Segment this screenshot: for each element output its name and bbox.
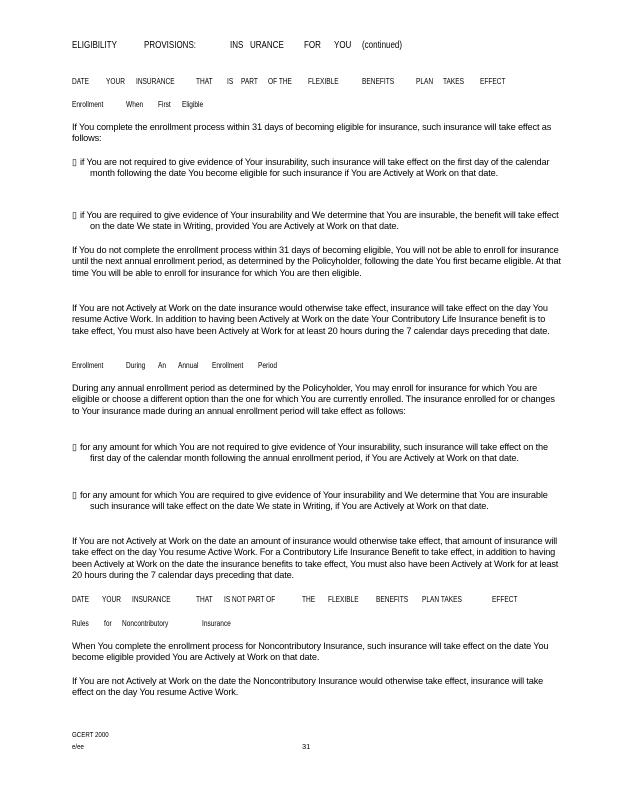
footer-code: GCERT 2000 (72, 730, 109, 739)
bullet-icon: ▯ (72, 490, 77, 500)
title-word: YOU (334, 40, 352, 51)
heading-word: IS NOT PART OF (224, 595, 276, 604)
subheading-word: An (158, 361, 167, 370)
heading-word: BENEFITS (376, 595, 409, 604)
paragraph: If You complete the enrollment process within 31 days of becoming eligible for insurance, such insurance will take effect as follows: (72, 122, 552, 144)
subheading-word: Noncontributory (122, 619, 169, 628)
paragraph: If You are not Actively at Work on the date insurance would otherwise take effect, insurance will take effect on the day You resume Active Work. In addition to having been Actively at Work on the date Your Contributory Life Insurance benefit is to take effect, You must also have been Actively at Work for at least 20 hours during the 7 calendar days preceding that date. (72, 303, 550, 336)
heading-word: DATE (72, 77, 90, 86)
paragraph: If You are not Actively at Work on the date the Noncontributory Insurance would otherwise take effect, insurance will take effect on the day You resume Active Work. (72, 676, 544, 698)
heading-word: EFFECT (480, 77, 506, 86)
bullet-item: ▯ if You are required to give evidence of Your insurability and We determine that You are insurable, the benefit will take effect on the date We state in Writing, provided You are Actively at Work on that date. (72, 210, 559, 232)
heading-word: PART (241, 77, 258, 86)
title-word: URANCE (250, 40, 284, 51)
heading-word: PLAN (416, 77, 434, 86)
footer-sub: e/ee (72, 742, 84, 751)
paragraph: If You do not complete the enrollment process within 31 days of becoming eligible, You will not be able to enroll for insurance until the next annual enrollment period, as determined by the Policyholder, following the date You first became eligible. At that time You will be able to enroll for insurance for which You are then eligible. (72, 245, 561, 278)
bullet-icon: ▯ (72, 210, 77, 220)
heading-word: FLEXIBLE (308, 77, 339, 86)
subheading-word: Eligible (182, 100, 204, 109)
subheading-word: During (126, 361, 146, 370)
subheading-word: Enrollment (212, 361, 244, 370)
page-number: 31 (302, 742, 311, 751)
title-word: (continued) (362, 40, 403, 51)
heading-word: DATE (72, 595, 90, 604)
title-word: ELIGIBILITY (72, 40, 117, 51)
bullet-icon: ▯ (72, 442, 77, 452)
bullet-icon: ▯ (72, 157, 77, 167)
subheading-word: Rules (72, 619, 89, 628)
subheading-word: Period (258, 361, 277, 370)
bullet-item: ▯ if You are not required to give evidence of Your insurability, such insurance will take effect on the first day of the calendar month following the date You become eligible for such insurance if You are Actively at Work on that date. (72, 157, 550, 179)
subheading-word: Enrollment (72, 361, 104, 370)
subheading-word: Enrollment (72, 100, 104, 109)
heading-word: FLEXIBLE (328, 595, 359, 604)
paragraph: During any annual enrollment period as determined by the Policyholder, You may enroll for insurance for which You are eligible or choose a different option than the one for which You are currently enrolled. The insurance enrolled for or changes to Your insurance made during an annual enrollment period will take effect as follows: (72, 383, 555, 416)
subheading-word: for (104, 619, 112, 628)
heading-word: OF THE (268, 77, 292, 86)
bullet-item: ▯ for any amount for which You are required to give evidence of Your insurability and We determine that You are insurable such insurance will take effect on the date We state in Writing, if You are Actively at Work on that date. (72, 490, 548, 512)
subheading-word: Annual (178, 361, 199, 370)
heading-word: BENEFITS (362, 77, 395, 86)
paragraph: When You complete the enrollment process for Noncontributory Insurance, such insurance will take effect on the date You become eligible provided You are Actively at Work on that date. (72, 641, 549, 663)
heading-word: THAT (196, 595, 213, 604)
heading-word: TAKES (443, 77, 465, 86)
heading-word: YOUR (106, 77, 125, 86)
heading-word: INSURANCE (132, 595, 171, 604)
subheading-word: First (158, 100, 171, 109)
heading-word: EFFECT (492, 595, 518, 604)
heading-word: THE (302, 595, 316, 604)
subheading-word: When (126, 100, 144, 109)
heading-word: INSURANCE (136, 77, 175, 86)
title-word: INS (230, 40, 244, 51)
heading-word: THAT (196, 77, 213, 86)
heading-word: PLAN TAKES (422, 595, 462, 604)
bullet-item: ▯ for any amount for which You are not required to give evidence of Your insurability, such insurance will take effect on the first day of the calendar month following the annual enrollment period, if You are Actively at Work on that date. (72, 442, 548, 464)
heading-word: IS (227, 77, 234, 86)
title-word: FOR (304, 40, 321, 51)
heading-word: YOUR (102, 595, 121, 604)
title-word: PROVISIONS: (144, 40, 197, 51)
subheading-word: Insurance (202, 619, 231, 628)
paragraph: If You are not Actively at Work on the date an amount of insurance would otherwise take effect, that amount of insurance will take effect on the day You resume Active Work. For a Contributory Life Insurance Benefit to take effect, in addition to having been Actively at Work on the date the insurance benefits to take effect, You must also have been Actively at Work for at least 20 hours during the 7 calendar days preceding that date. (72, 536, 559, 581)
